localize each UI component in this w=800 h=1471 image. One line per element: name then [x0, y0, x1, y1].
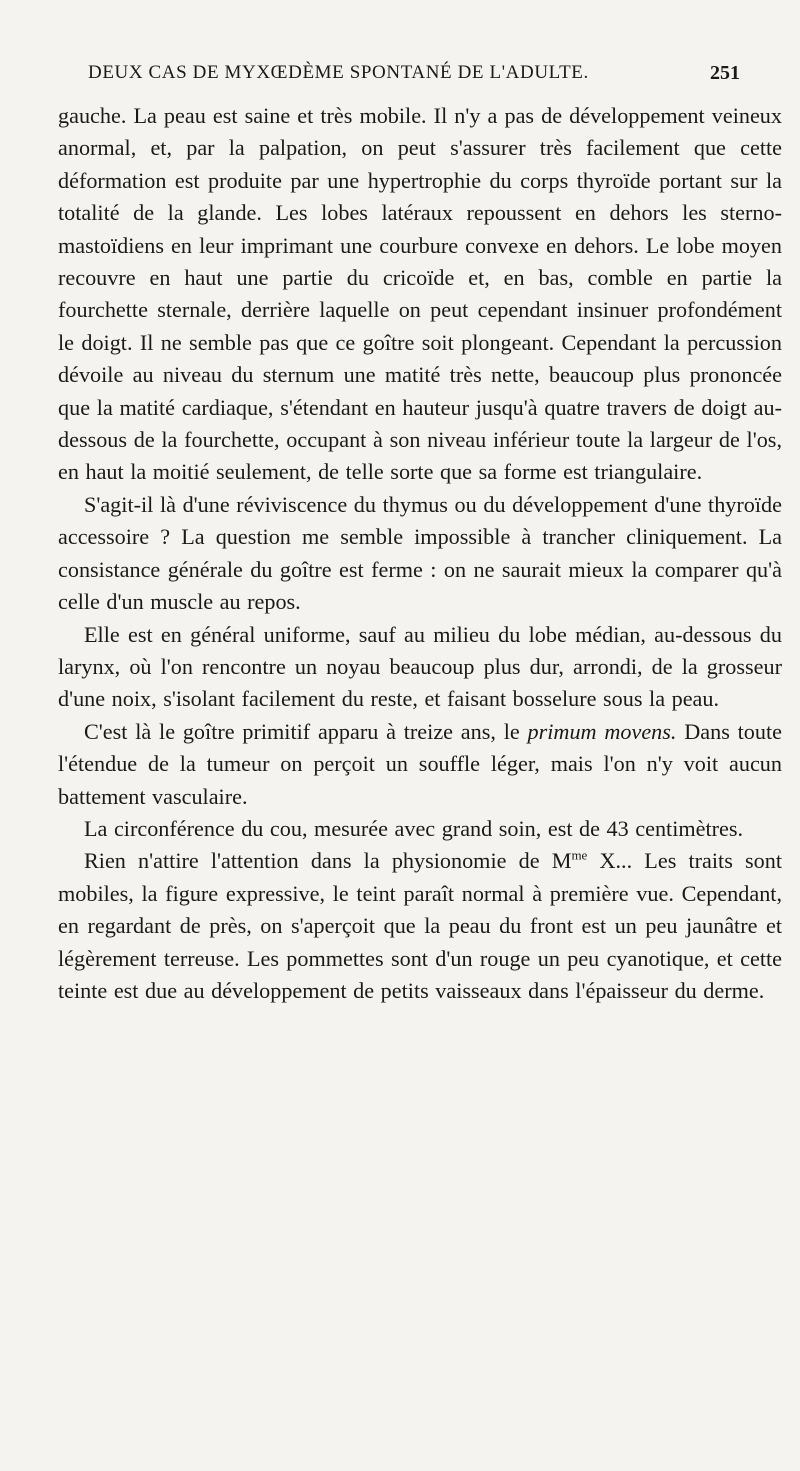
- running-title: DEUX CAS DE MYXŒDÈME SPONTANÉ DE L'ADULTE.: [88, 62, 589, 83]
- paragraph-6-text-before: Rien n'attire l'attention dans la physionomie de M: [84, 848, 572, 874]
- paragraph-4-italic: primum movens.: [527, 718, 677, 744]
- paragraph-5: La circonférence du cou, mesurée avec grand soin, est de 43 centimètres.: [84, 815, 744, 841]
- page-number: 251: [710, 62, 740, 84]
- paragraph-1: gauche. La peau est saine et très mobile. Il n'y a pas de développement veineux anormal, et, par la palpation, on peut s'assurer très facilement que cette déformation est produite par une hypertrophie du corps thyroïde portant sur la totalité de la glande. Les lobes latéraux repoussent en dehors les sterno-mastoïdiens en leur imprimant une courbure convexe en dehors. Le lobe moyen recouvre en haut une partie du cricoïde et, en bas, comble en partie la fourchette sternale, derrière laquelle on peut cependant insinuer profondément le doigt. Il ne semble pas que ce goître soit plongeant. Cependant la percussion dévoile au niveau du sternum une matité très nette, beaucoup plus prononcée que la matité cardiaque, s'étendant en hauteur jusqu'à quatre travers de doigt au-dessous de la fourchette, occupant à son niveau inférieur toute la largeur de l'os, en haut la moitié seulement, de telle sorte que sa forme est triangulaire.: [58, 103, 782, 485]
- body-text: [58, 100, 782, 1007]
- paragraph-4: [58, 716, 782, 813]
- paragraph-6: [58, 845, 782, 1007]
- page-header: [88, 58, 740, 92]
- paragraph-4-text-after: Dans toute l'étendue de la tumeur on perçoit un souffle léger, mais l'on n'y voit aucun battement vasculaire.: [58, 718, 782, 809]
- paragraph-4-text-before: C'est là le goître primitif apparu à treize ans, le: [84, 718, 528, 744]
- paragraph-3: Elle est en général uniforme, sauf au milieu du lobe médian, au-dessous du larynx, où l'on rencontre un noyau beaucoup plus dur, arrondi, de la grosseur d'une noix, s'isolant facilement du reste, et faisant bosselure sous la peau.: [58, 621, 782, 712]
- paragraph-6-superscript: me: [571, 847, 588, 863]
- paragraph-2: S'agit-il là d'une réviviscence du thymus ou du développement d'une thyroïde accessoire ? La question me semble impossible à trancher cliniquement. La consistance générale du goître est ferme : on ne saurait mieux la comparer qu'à celle d'un muscle au repos.: [58, 491, 782, 615]
- paragraph-6-text-after: X... Les traits sont mobiles, la figure expressive, le teint paraît normal à première vue. Cependant, en regardant de près, on s'aperçoit que la peau du front est un peu jaunâtre et légèrement terreuse. Les pommettes sont d'un rouge un peu cyanotique, et cette teinte est due au développement de petits vaisseaux dans l'épaisseur du derme.: [58, 848, 782, 1003]
